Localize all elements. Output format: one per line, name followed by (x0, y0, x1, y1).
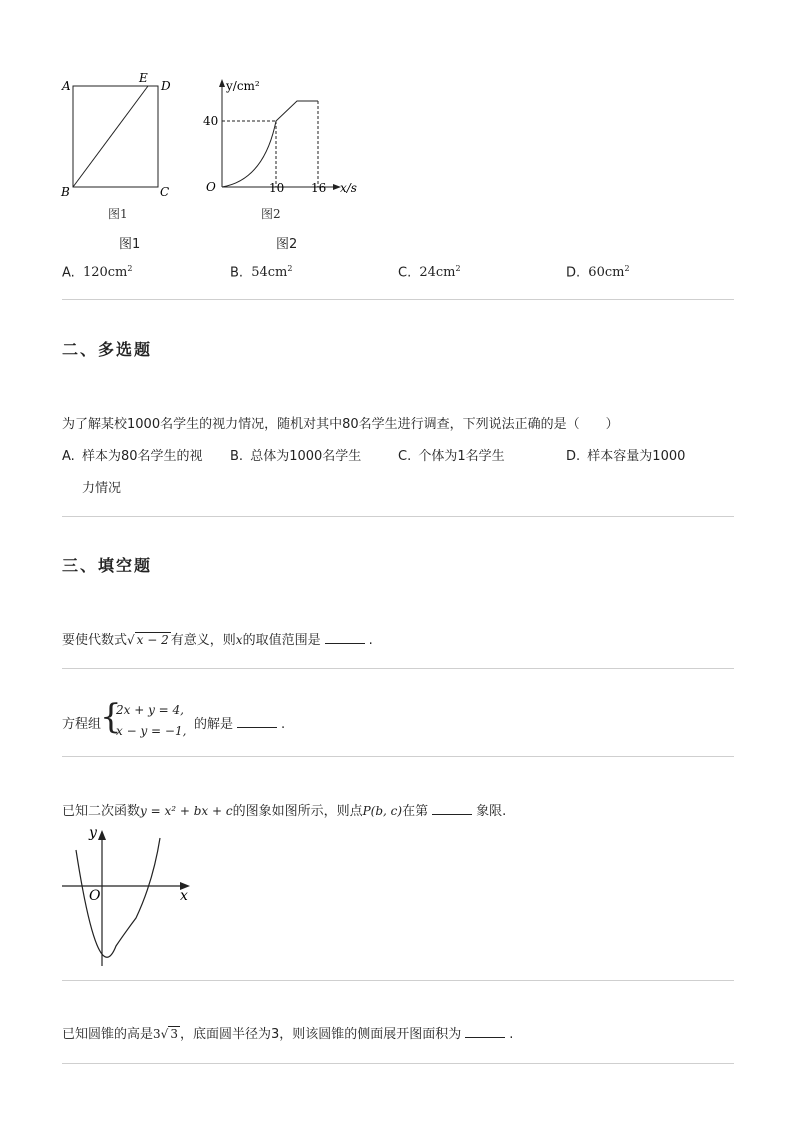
figure-1-inner-caption: 图1 (108, 207, 128, 221)
option-letter: C. (398, 265, 412, 281)
figure-2-origin: O (206, 180, 216, 194)
divider (62, 516, 734, 517)
label-d: D (161, 79, 171, 93)
option-letter: A. (62, 265, 75, 281)
figure-2-y-tick: 40 (203, 114, 219, 128)
q1-text-pre: 要使代数式 (62, 633, 128, 648)
parabola-origin: O (89, 888, 101, 904)
divider (62, 980, 734, 981)
option-letter: C. (398, 449, 412, 464)
parabola-graph (58, 822, 198, 972)
option-letter: B. (230, 265, 244, 281)
q3-point: P(b, c) (362, 804, 403, 818)
label-c: C (160, 185, 170, 199)
q2-answer-blank[interactable] (237, 715, 277, 728)
q1-var: x (235, 633, 243, 647)
option-text: 总体为1000名学生 (250, 449, 362, 464)
q3-function: y = x² + bx + c (140, 804, 233, 818)
q3-text-post: 在第 (402, 804, 429, 819)
section-2-heading: 二、多选题 (62, 340, 153, 359)
option-sup: 2 (287, 264, 293, 273)
label-a: A (62, 79, 71, 93)
option-sup: 2 (455, 264, 461, 273)
segment-be (73, 86, 148, 187)
s2-option-d[interactable] (566, 445, 685, 464)
s2-option-a[interactable] (62, 445, 222, 464)
figure-2-y-arrow (219, 79, 225, 87)
option-sup: 2 (127, 264, 133, 273)
q4-answer-blank[interactable] (465, 1025, 505, 1038)
figure-2-y-label: y/cm² (226, 79, 260, 93)
divider (62, 299, 734, 300)
q2-eq2: x − y = −1, (116, 724, 187, 738)
q1-answer-blank[interactable] (325, 631, 365, 644)
q2-suffix (194, 713, 285, 732)
divider (62, 1063, 734, 1064)
parabola-x-label: x (180, 888, 188, 904)
s2-option-b[interactable] (230, 445, 361, 464)
label-e: E (139, 71, 148, 85)
q1-end: . (368, 633, 373, 648)
q3-text-pre: 已知二次函数 (62, 804, 141, 819)
section-2-question: 为了解某校1000名学生的视力情况，随机对其中80名学生进行调查，下列说法正确的是（ ） (62, 417, 619, 432)
figure-2-x-tick-16: 16 (311, 181, 327, 195)
q4-text-post: ，底面圆半径为3，则该圆锥的侧面展开图面积为 (179, 1027, 462, 1042)
option-letter: B. (230, 449, 244, 464)
option-letter: D. (566, 265, 581, 281)
q4-coef: 3 (153, 1027, 161, 1041)
q3-text-mid: 的图象如图所示，则点 (232, 804, 363, 819)
figure-2-x-tick-10: 10 (269, 181, 285, 195)
figure-2-graph (200, 70, 370, 230)
figure-1-caption: 图1 (119, 237, 141, 252)
q2-text-post: 的解是 (194, 717, 234, 732)
fill-question-1 (62, 629, 373, 648)
option-value: 24cm (419, 265, 456, 281)
option-sup: 2 (624, 264, 630, 273)
q4-text-pre: 已知圆锥的高是 (62, 1027, 154, 1042)
q2-brace: { (100, 697, 122, 737)
figure-2-curve (222, 101, 318, 187)
q1-text-mid: 有意义，则 (170, 633, 236, 648)
q4-radicand: 3 (170, 1027, 178, 1041)
label-b: B (61, 185, 70, 199)
option-letter: A. (62, 449, 75, 464)
s2-option-c[interactable] (398, 445, 505, 464)
q1-radicand: x − 2 (136, 633, 169, 647)
q1-text-post: 的取值范围是 (242, 633, 321, 648)
q2-end: . (281, 717, 286, 732)
option-d[interactable] (566, 264, 630, 280)
parabola-y-arrow (98, 830, 106, 840)
figure-2-x-label: x/s (340, 181, 357, 195)
q3-text-post2: 象限 (476, 804, 503, 819)
rectangle-abcd (73, 86, 158, 187)
q1-sqrt: √ x − 2 (127, 633, 169, 647)
q2-eq1: 2x + y = 4, (116, 703, 184, 717)
s2-option-a-cont: 力情况 (82, 481, 122, 496)
parabola-y-label: y (89, 825, 97, 841)
fill-question-4 (62, 1023, 513, 1042)
q4-sqrt: √ 3 (160, 1027, 178, 1041)
option-value: 54cm (251, 265, 288, 281)
q3-answer-blank[interactable] (432, 802, 472, 815)
option-text: 个体为1名学生 (418, 449, 505, 464)
option-c[interactable] (398, 264, 461, 280)
option-text: 样本容量为1000 (587, 449, 686, 464)
section-3-heading: 三、填空题 (62, 556, 153, 575)
option-value: 60cm (588, 265, 625, 281)
figure-2-caption: 图2 (276, 237, 298, 252)
q2-prefix: 方程组 (62, 717, 102, 732)
divider (62, 668, 734, 669)
option-letter: D. (566, 449, 581, 464)
figure-2-inner-caption: 图2 (261, 207, 281, 221)
option-a[interactable] (62, 264, 132, 280)
q4-end: . (509, 1027, 514, 1042)
divider (62, 756, 734, 757)
figure-1-diagram (56, 70, 186, 230)
option-text: 样本为80名学生的视 (81, 449, 203, 464)
q3-end: . (502, 804, 507, 819)
option-b[interactable] (230, 264, 292, 280)
fill-question-3 (62, 800, 506, 819)
option-value: 120cm (82, 265, 128, 281)
